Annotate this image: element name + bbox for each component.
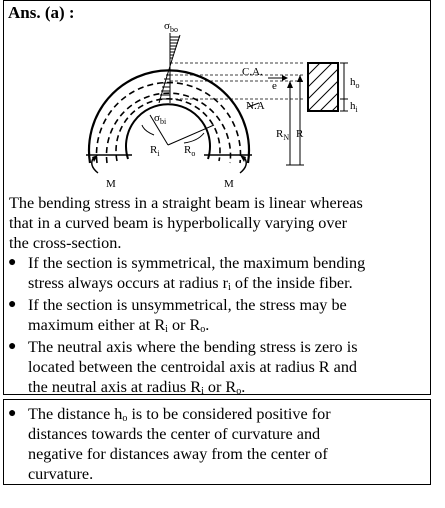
bullet-icon: ● [8, 297, 17, 312]
sigma-bo-label: $\sigma_{bo}$ [164, 20, 178, 34]
ri-label: $R_i$ [150, 144, 160, 158]
bullet-3: The neutral axis where the bending stress is zero is located between the centroidal axis at radius R and the neutral axis at radius $R_i$ or $R_o$. [28, 338, 358, 397]
bullet-icon: ● [8, 406, 17, 421]
bullet-2: If the section is unsymmetrical, the stress may be maximum either at $R_i$ or $R_o$. [28, 296, 347, 335]
bullet-icon: ● [8, 339, 17, 354]
bullet-1: If the section is symmetrical, the maximum bending stress always occurs at radius $r_i$ of the inside fiber. [28, 254, 366, 293]
answer-label: Ans. (a) : [8, 3, 75, 22]
e-label: e [272, 80, 277, 92]
stress-distribution [159, 33, 180, 103]
answer-box [3, 0, 431, 395]
outer-arc [89, 70, 249, 163]
intro-paragraph: The bending stress in a straight beam is linear whereas that in a curved beam is hyperbolically varying over the cross-section. [9, 194, 363, 252]
m-right-label: M [224, 178, 234, 190]
r-label: R [296, 128, 304, 140]
note-bullet: The distance $h_o$ is to be considered positive for distances towards the center of curvature and negative for distances away from the center of curvature. [28, 405, 331, 483]
ca-label: C.A. [242, 66, 263, 78]
rn-label: $R_N$ [276, 128, 290, 142]
note-box [3, 399, 431, 485]
curved-beam-diagram [4, 15, 432, 191]
dashed-arc-3 [116, 99, 220, 161]
bullet-icon: ● [8, 255, 17, 270]
sigma-bi-label: $\sigma_{bi}$ [154, 112, 167, 126]
inner-arc [126, 104, 210, 159]
m-left-label: M [106, 178, 116, 190]
hi-label: $h_i$ [350, 100, 358, 114]
ho-label: $h_o$ [350, 76, 360, 90]
na-label: N.A [246, 100, 265, 112]
ro-label: $R_o$ [184, 144, 196, 158]
